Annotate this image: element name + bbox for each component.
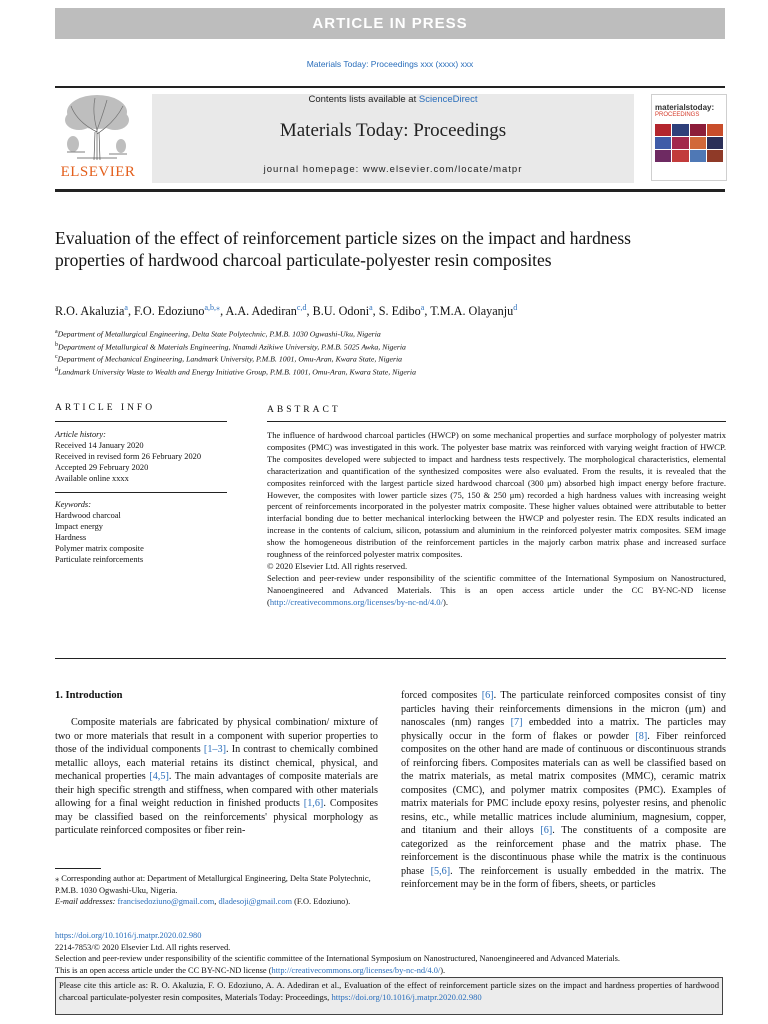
body-text: embedded into a matrix. The particles may physically occur in the form of flakes or powder: [401, 717, 726, 742]
author-1-sup[interactable]: a: [124, 303, 128, 312]
author-list: [55, 303, 735, 319]
affiliations: [55, 327, 735, 377]
masthead-top-rule: [55, 86, 725, 88]
doi-link[interactable]: https://doi.org/10.1016/j.matpr.2020.02.980: [55, 931, 202, 940]
author-6[interactable]: T.M.A. Olayanju: [430, 304, 514, 319]
paper-title: Evaluation of the effect of reinforcement particle sizes on the impact and hardness properties of hardwood charcoal particulate-polyester resin composites: [55, 228, 631, 270]
keywords: [55, 499, 235, 565]
body-text: . Composites may be classified based on the reinforcements' physical morphology as particulate reinforced composites or fiber rein-: [55, 798, 378, 836]
license-pre: This is an open access article under the CC BY-NC-ND license (: [55, 965, 272, 975]
intro-right-column: [401, 689, 726, 892]
elsevier-tree-logo: [57, 92, 137, 162]
keyword: Particulate reinforcements: [55, 555, 144, 564]
license-line: [55, 965, 735, 977]
citation-link[interactable]: [7]: [510, 717, 523, 728]
journal-reference-link[interactable]: Materials Today: Proceedings xxx (xxxx) xxx: [306, 59, 474, 69]
affiliation-text: Department of Metallurgical Engineering, Delta State Polytechnic, P.M.B. 1030 Ogwashi-Uku, Nigeria: [57, 329, 381, 339]
bottom-license-link[interactable]: http://creativecommons.org/licenses/by-nc-nd/4.0/: [271, 965, 441, 975]
email-line: E-mail addresses: francisedoziuno@gmail.com, dladesoji@gmail.com (F.O. Edoziuno).: [55, 897, 351, 907]
journal-title: Materials Today: Proceedings: [279, 120, 507, 141]
author-sep: ,: [306, 304, 313, 319]
affiliation-sup: b: [55, 341, 58, 348]
affiliation-sup: c: [55, 354, 58, 361]
history-received: Received 14 January 2020: [55, 441, 144, 450]
bottom-info: [55, 930, 735, 976]
author-2-sup[interactable]: a,b,⁎: [204, 303, 221, 312]
affiliation-b: [55, 340, 735, 353]
author-3[interactable]: A.A. Adediran: [225, 304, 297, 319]
keywords-rule: [55, 492, 227, 493]
author-5-sup[interactable]: a: [420, 303, 425, 312]
author-sep: ,: [424, 304, 431, 319]
cover-mosaic: [655, 124, 723, 162]
author-sep: ,: [127, 304, 135, 319]
contents-prefix: Contents lists available at: [308, 94, 419, 105]
body-text: . The main advantages of composite materials are their high specific strength and stiffness, when compared with other materials allowing for a final weight reduction in finished products: [55, 771, 378, 809]
affiliation-text: Department of Mechanical Engineering, Landmark University, P.M.B. 1001, Omu-Aran, Kwara State, Nigeria: [57, 354, 403, 364]
body-text: Composite materials are fabricated by physical combination/ mixture of two or more materials that result in a component with superior properties to those of the individual components: [55, 717, 378, 755]
history-accepted: Accepted 29 February 2020: [55, 463, 149, 472]
body-text: . Fiber reinforced composites on the other hand are made of continuous or discontinuous strands of reinforcing fibers. Composites materials can as well be classified based on the matrix materials, as metal matrix composites (MMC), ceramic matrix composites (CMC), and polymer matrix composites (PMC). Examples of matrix materials for PMC include epoxy resins, polyester resins, and phenolic resins, etc., while metallic matrices include aluminium, magnesium, copper, and titanium and their alloys: [401, 730, 726, 836]
keyword: Polymer matrix composite: [55, 544, 144, 553]
cite-doi-link[interactable]: https://doi.org/10.1016/j.matpr.2020.02.980: [331, 992, 482, 1002]
affiliation-d: [55, 365, 735, 378]
journal-homepage[interactable]: journal homepage: www.elsevier.com/locate/matpr: [263, 164, 523, 175]
abstract-rule-bottom: [55, 658, 726, 659]
affiliation-a: [55, 327, 735, 340]
citation-link[interactable]: [8]: [635, 730, 648, 742]
corresponding-author: ⁎ Corresponding author at: Department of Metallurgical Engineering, Delta State Polytechnic, P.M.B. 1030 Ogwashi-Uku, Nigeria.: [55, 874, 371, 895]
author-sep: ,: [372, 304, 379, 319]
cite-this-box: [55, 977, 723, 1015]
email-tail: (F.O. Edoziuno).: [292, 897, 351, 907]
masthead-bottom-rule: [55, 189, 725, 192]
intro-heading: 1. Introduction: [55, 690, 123, 701]
history-label: Article history:: [55, 430, 106, 439]
email-link-2[interactable]: dladesoji@gmail.com: [218, 897, 293, 907]
footnote: [55, 873, 381, 908]
affiliation-sup: d: [55, 366, 58, 373]
affiliation-text: Landmark University Waste to Wealth and Energy Initiative Group, P.M.B. 1001, Omu-Aran, Kwara State, Nigeria: [58, 367, 416, 377]
email-link-1[interactable]: francisedoziuno@gmail.com: [117, 897, 215, 907]
body-text: forced composites: [401, 690, 482, 701]
article-info-heading: ARTICLE INFO: [55, 403, 156, 413]
review-line: Selection and peer-review under responsibility of the scientific committee of the International Symposium on Nanostructured, Nanoengineered and Advanced Materials.: [55, 954, 620, 964]
elsevier-wordmark: ELSEVIER: [60, 164, 136, 180]
citation-link[interactable]: [6]: [540, 825, 553, 836]
citation-link[interactable]: [6]: [481, 690, 494, 701]
abstract-review-end: ).: [442, 596, 448, 607]
sciencedirect-link[interactable]: ScienceDirect: [418, 94, 478, 105]
cover-subtitle: PROCEEDINGS: [655, 112, 700, 118]
contents-line: [152, 94, 634, 105]
abstract-heading: ABSTRACT: [267, 405, 341, 415]
cite-text: Please cite this article as: R. O. Akaluzia, F. O. Edoziuno, A. A. Adediran et al., Evaluation of the effect of reinforcement particle sizes on the impact and hardness properties of hardwood charcoal particulate-polyester resin composites, Materials Today: Proceedings,: [59, 980, 719, 1002]
citation-link[interactable]: [1–3]: [203, 744, 226, 755]
affiliation-c: [55, 352, 735, 365]
citation-link[interactable]: [4,5]: [149, 771, 169, 782]
journal-cover-image: [651, 94, 727, 181]
body-text: . The reinforcement is usually embedded in the matrix. The reinforcement may be in the form of fibers, sheets, or particles: [401, 865, 726, 890]
article-info-rule: [55, 421, 227, 422]
keyword: Hardwood charcoal: [55, 511, 121, 520]
abstract-rule-top: [267, 421, 726, 422]
abstract-review-text: Selection and peer-review under responsibility of the scientific committee of the International Symposium on Nanostructured, Nanoengineered and Advanced Materials. This is an open access article under the CC BY-NC-ND license (: [267, 572, 726, 607]
citation-link[interactable]: [1,6]: [303, 798, 324, 809]
body-text: . The particulate reinforced composites consist of tiny particles having their reinforcements dimensions in the micron (μm) and nanoscales (nm) ranges: [401, 690, 726, 728]
author-6-sup[interactable]: d: [513, 303, 518, 312]
affiliation-text: Department of Metallurgical & Materials Engineering, Nnamdi Azikiwe University, P.M.B. 5025 Awka, Nigeria: [58, 342, 406, 352]
author-sep: ,: [220, 304, 226, 319]
author-4-sup[interactable]: a: [369, 303, 373, 312]
abstract-copyright: © 2020 Elsevier Ltd. All rights reserved.: [267, 560, 408, 571]
keywords-label: Keywords:: [55, 500, 91, 509]
body-text: . The constituents of a composite are categorized as the reinforcement phase and the matrix phase. The reinforcement is the discontinuous phase while the matrix is the continuous phase: [401, 825, 726, 877]
email-label: E-mail addresses:: [55, 897, 118, 907]
author-4[interactable]: B.U. Odoni: [312, 304, 370, 319]
history-online: Available online xxxx: [55, 474, 129, 483]
author-1[interactable]: R.O. Akaluzia: [55, 304, 125, 319]
citation-link[interactable]: [5,6]: [430, 865, 451, 877]
body-text: . In contrast to chemically combined metallic alloys, each material retains its distinct chemical, physical, and mechanical properties: [55, 744, 378, 782]
intro-left-column: [55, 716, 378, 838]
affiliation-sup: a: [55, 329, 58, 335]
history-revised: Received in revised form 26 February 2020: [55, 452, 202, 461]
license-link[interactable]: http://creativecommons.org/licenses/by-nc-nd/4.0/: [269, 596, 443, 607]
author-2[interactable]: F.O. Edoziuno: [134, 304, 205, 319]
keyword: Impact energy: [55, 522, 103, 531]
author-5[interactable]: S. Edibo: [378, 304, 421, 319]
author-3-sup[interactable]: c,d: [296, 303, 307, 312]
issn-line: 2214-7853/© 2020 Elsevier Ltd. All rights reserved.: [55, 942, 231, 952]
cover-title: materialstoday:: [655, 103, 715, 112]
footnote-rule: [55, 868, 101, 869]
abstract-body: The influence of hardwood charcoal particles (HWCP) on some mechanical properties and surface morphology of polyester matrix composites (PMC) was investigated in this work. The polyester base matrix was reinforced with varying weight fraction of HWCP. The composites developed were subjected to impact and hardness tests respectively. The morphological characteristics, elemental characterization and quantification of the synthesized composites were also evaluated. From the results, it is revealed that the composites reinforced with the largest particle sized hardwood charcoal (300 μm) absorbed high impact energy before fracture. However, the composites with lower particle sizes (75, 150 & 250 μm) recorded a high hardness values with increasing weight percent of reinforcements incorporated in the polyester matrix composite. These higher values obtained were attributable to better interfacial bonding due to better mechanical interlocking between the HWCP and polyester resin. The EDX results indicated an increase in the contents of calcium, silicon, potassium and aluminium in the reinforced polyester matrix composites. SEM image show the homogeneous distribution of the reinforcement particles in the majorly carbon matrix phase and increased surface roughness of the reinforced polyester matrix composites.: [267, 430, 726, 560]
abstract-text: [267, 430, 726, 609]
article-history: [55, 429, 235, 484]
abstract-review: [267, 573, 726, 609]
license-end: ).: [440, 965, 446, 975]
keyword: Hardness: [55, 533, 87, 542]
article-in-press-banner: ARTICLE IN PRESS: [55, 8, 725, 39]
